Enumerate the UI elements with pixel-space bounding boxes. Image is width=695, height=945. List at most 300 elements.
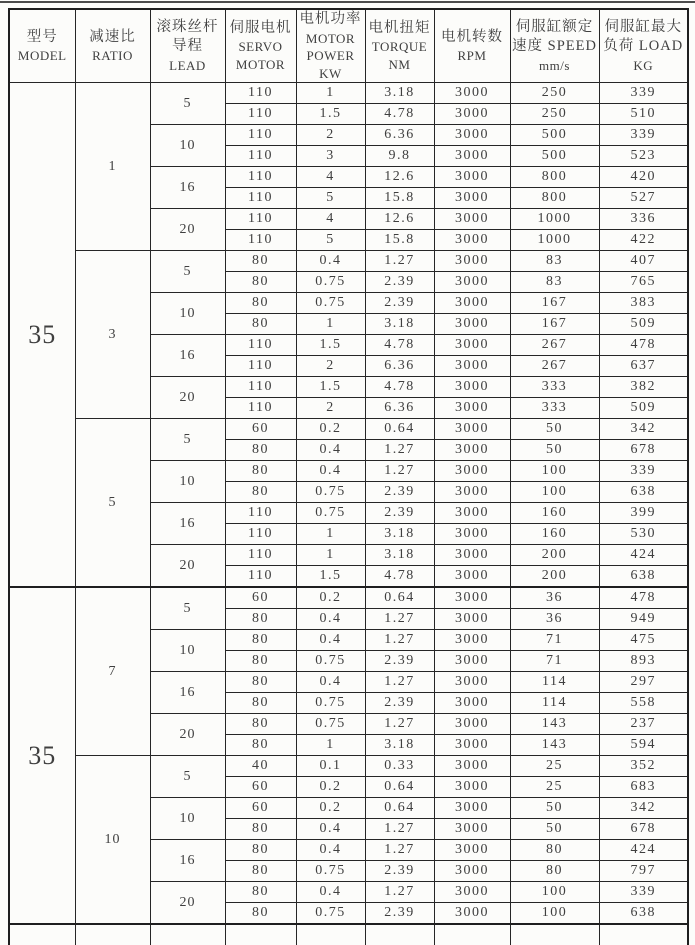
rpm-cell: 3000 (434, 104, 510, 125)
motor-power-cell: 0.4 (296, 440, 365, 461)
rpm-cell: 3000 (434, 293, 510, 314)
motor-power-cell: 0.4 (296, 882, 365, 903)
servo-motor-cell: 110 (225, 566, 296, 588)
motor-power-cell: 1.5 (296, 104, 365, 125)
speed-cell: 25 (510, 777, 599, 798)
header-ratio (75, 9, 150, 83)
lead-cell: 16 (150, 167, 225, 209)
torque-cell: 6.36 (365, 356, 434, 377)
table-row (9, 251, 688, 272)
rpm-cell: 3000 (434, 398, 510, 419)
lead-cell: 10 (150, 293, 225, 335)
motor-power-cell: 0.75 (296, 693, 365, 714)
servo-motor-cell: 110 (225, 230, 296, 251)
speed-cell: 50 (510, 798, 599, 819)
partial-cell (75, 924, 150, 945)
load-cell: 478 (599, 587, 688, 609)
servo-motor-cell: 60 (225, 777, 296, 798)
speed-cell: 333 (510, 377, 599, 398)
header-torque-en1: TORQUE (371, 39, 428, 55)
load-cell: 475 (599, 630, 688, 651)
partial-next-block-row (9, 924, 688, 945)
rpm-cell: 3000 (434, 503, 510, 524)
speed-cell: 143 (510, 714, 599, 735)
servo-motor-cell: 110 (225, 524, 296, 545)
motor-power-cell: 1.5 (296, 377, 365, 398)
motor-power-cell: 0.75 (296, 714, 365, 735)
speed-cell: 333 (510, 398, 599, 419)
load-cell: 420 (599, 167, 688, 188)
rpm-cell: 3000 (434, 693, 510, 714)
lead-cell: 10 (150, 461, 225, 503)
speed-cell: 143 (510, 735, 599, 756)
servo-motor-cell: 80 (225, 861, 296, 882)
servo-motor-cell: 110 (225, 209, 296, 230)
load-cell: 893 (599, 651, 688, 672)
torque-cell: 2.39 (365, 903, 434, 925)
header-servo-motor-en2: MOTOR (235, 56, 286, 72)
speed-cell: 36 (510, 609, 599, 630)
lead-cell: 20 (150, 209, 225, 251)
load-cell: 949 (599, 609, 688, 630)
torque-cell: 15.8 (365, 230, 434, 251)
motor-power-cell: 0.75 (296, 293, 365, 314)
servo-motor-cell: 80 (225, 840, 296, 861)
motor-power-cell: 0.75 (296, 861, 365, 882)
motor-power-cell: 0.75 (296, 272, 365, 293)
header-lead-zh1: 滚珠丝杆 (156, 18, 219, 35)
servo-motor-cell: 80 (225, 461, 296, 482)
servo-cylinder-spec-table (8, 8, 689, 945)
motor-power-cell: 0.75 (296, 482, 365, 503)
speed-cell: 267 (510, 356, 599, 377)
torque-cell: 3.18 (365, 524, 434, 545)
torque-cell: 9.8 (365, 146, 434, 167)
load-cell: 424 (599, 545, 688, 566)
servo-motor-cell: 80 (225, 440, 296, 461)
load-cell: 339 (599, 83, 688, 104)
load-cell: 683 (599, 777, 688, 798)
motor-power-cell: 0.4 (296, 630, 365, 651)
header-load-mixed: 负荷 LOAD (603, 38, 684, 55)
table-body (9, 83, 688, 945)
header-lead-zh2: 导程 (172, 38, 203, 55)
speed-cell: 50 (510, 819, 599, 840)
servo-motor-cell: 110 (225, 125, 296, 146)
speed-cell: 50 (510, 440, 599, 461)
load-cell: 509 (599, 314, 688, 335)
speed-cell: 100 (510, 882, 599, 903)
header-lead (150, 9, 225, 83)
torque-cell: 4.78 (365, 104, 434, 125)
torque-cell: 1.27 (365, 251, 434, 272)
motor-power-cell: 0.4 (296, 840, 365, 861)
model-cell: 35 (9, 83, 75, 588)
speed-cell: 71 (510, 651, 599, 672)
torque-cell: 2.39 (365, 272, 434, 293)
rpm-cell: 3000 (434, 651, 510, 672)
speed-cell: 1000 (510, 209, 599, 230)
torque-cell: 0.64 (365, 587, 434, 609)
servo-motor-cell: 110 (225, 398, 296, 419)
motor-power-cell: 0.4 (296, 251, 365, 272)
speed-cell: 500 (510, 125, 599, 146)
speed-cell: 80 (510, 861, 599, 882)
header-ratio-en: RATIO (92, 48, 133, 64)
load-cell: 339 (599, 882, 688, 903)
rpm-cell: 3000 (434, 83, 510, 104)
torque-cell: 0.64 (365, 798, 434, 819)
servo-motor-cell: 80 (225, 714, 296, 735)
rpm-cell: 3000 (434, 230, 510, 251)
motor-power-cell: 1.5 (296, 566, 365, 588)
ratio-cell: 3 (75, 251, 150, 419)
torque-cell: 4.78 (365, 377, 434, 398)
load-cell: 678 (599, 819, 688, 840)
load-cell: 383 (599, 293, 688, 314)
load-cell: 765 (599, 272, 688, 293)
lead-cell: 20 (150, 545, 225, 588)
speed-cell: 160 (510, 503, 599, 524)
partial-cell (150, 924, 225, 945)
speed-cell: 160 (510, 524, 599, 545)
rpm-cell: 3000 (434, 356, 510, 377)
rpm-cell: 3000 (434, 377, 510, 398)
header-load-unit: KG (633, 57, 654, 73)
load-cell: 638 (599, 566, 688, 588)
servo-motor-cell: 80 (225, 819, 296, 840)
header-torque (365, 9, 434, 83)
torque-cell: 6.36 (365, 125, 434, 146)
load-cell: 382 (599, 377, 688, 398)
speed-cell: 100 (510, 461, 599, 482)
load-cell: 527 (599, 188, 688, 209)
servo-motor-cell: 110 (225, 188, 296, 209)
motor-power-cell: 0.4 (296, 672, 365, 693)
lead-cell: 5 (150, 83, 225, 125)
header-servo-motor-en1: SERVO (238, 39, 283, 55)
servo-motor-cell: 80 (225, 609, 296, 630)
torque-cell: 1.27 (365, 440, 434, 461)
load-cell: 509 (599, 398, 688, 419)
lead-cell: 5 (150, 251, 225, 293)
rpm-cell: 3000 (434, 609, 510, 630)
torque-cell: 2.39 (365, 651, 434, 672)
servo-motor-cell: 60 (225, 798, 296, 819)
torque-cell: 3.18 (365, 83, 434, 104)
load-cell: 342 (599, 419, 688, 440)
motor-power-cell: 1 (296, 83, 365, 104)
servo-motor-cell: 110 (225, 146, 296, 167)
torque-cell: 4.78 (365, 566, 434, 588)
motor-power-cell: 0.75 (296, 503, 365, 524)
lead-cell: 5 (150, 587, 225, 630)
torque-cell: 3.18 (365, 735, 434, 756)
load-cell: 523 (599, 146, 688, 167)
ratio-cell: 10 (75, 756, 150, 925)
lead-cell: 20 (150, 714, 225, 756)
servo-motor-cell: 80 (225, 314, 296, 335)
motor-power-cell: 1 (296, 545, 365, 566)
speed-cell: 36 (510, 587, 599, 609)
lead-cell: 20 (150, 377, 225, 419)
rpm-cell: 3000 (434, 482, 510, 503)
torque-cell: 1.27 (365, 819, 434, 840)
lead-cell: 16 (150, 672, 225, 714)
partial-cell (434, 924, 510, 945)
header-model-en: MODEL (17, 48, 67, 64)
speed-cell: 167 (510, 293, 599, 314)
motor-power-cell: 2 (296, 398, 365, 419)
motor-power-cell: 0.4 (296, 819, 365, 840)
torque-cell: 1.27 (365, 840, 434, 861)
header-load-zh: 伺服缸最大 (604, 18, 682, 35)
load-cell: 637 (599, 356, 688, 377)
rpm-cell: 3000 (434, 545, 510, 566)
rpm-cell: 3000 (434, 524, 510, 545)
servo-motor-cell: 80 (225, 693, 296, 714)
speed-cell: 100 (510, 903, 599, 925)
speed-cell: 500 (510, 146, 599, 167)
servo-motor-cell: 110 (225, 377, 296, 398)
load-cell: 478 (599, 335, 688, 356)
speed-cell: 114 (510, 693, 599, 714)
torque-cell: 0.64 (365, 419, 434, 440)
header-motor-power (296, 9, 365, 83)
speed-cell: 250 (510, 83, 599, 104)
rpm-cell: 3000 (434, 209, 510, 230)
load-cell: 422 (599, 230, 688, 251)
table-row (9, 587, 688, 609)
load-cell: 558 (599, 693, 688, 714)
rpm-cell: 3000 (434, 125, 510, 146)
servo-motor-cell: 110 (225, 83, 296, 104)
partial-cell (225, 924, 296, 945)
rpm-cell: 3000 (434, 756, 510, 777)
speed-cell: 50 (510, 419, 599, 440)
motor-power-cell: 1 (296, 524, 365, 545)
rpm-cell: 3000 (434, 314, 510, 335)
motor-power-cell: 5 (296, 230, 365, 251)
rpm-cell: 3000 (434, 566, 510, 588)
motor-power-cell: 1 (296, 314, 365, 335)
load-cell: 237 (599, 714, 688, 735)
rpm-cell: 3000 (434, 251, 510, 272)
load-cell: 678 (599, 440, 688, 461)
lead-cell: 5 (150, 756, 225, 798)
header-rpm-zh: 电机转数 (441, 28, 503, 45)
rpm-cell: 3000 (434, 167, 510, 188)
rpm-cell: 3000 (434, 882, 510, 903)
table-row (9, 756, 688, 777)
rpm-cell: 3000 (434, 714, 510, 735)
rpm-cell: 3000 (434, 819, 510, 840)
torque-cell: 6.36 (365, 398, 434, 419)
motor-power-cell: 1.5 (296, 335, 365, 356)
motor-power-cell: 0.75 (296, 903, 365, 925)
header-torque-zh: 电机扭矩 (368, 19, 431, 36)
load-cell: 510 (599, 104, 688, 125)
speed-cell: 800 (510, 167, 599, 188)
motor-power-cell: 4 (296, 167, 365, 188)
ratio-cell: 5 (75, 419, 150, 588)
partial-cell (9, 924, 75, 945)
torque-cell: 1.27 (365, 461, 434, 482)
rpm-cell: 3000 (434, 630, 510, 651)
rpm-cell: 3000 (434, 672, 510, 693)
servo-motor-cell: 110 (225, 167, 296, 188)
motor-power-cell: 0.2 (296, 777, 365, 798)
torque-cell: 0.64 (365, 777, 434, 798)
torque-cell: 1.27 (365, 609, 434, 630)
motor-power-cell: 4 (296, 209, 365, 230)
torque-cell: 0.33 (365, 756, 434, 777)
load-cell: 336 (599, 209, 688, 230)
lead-cell: 16 (150, 335, 225, 377)
lead-cell: 5 (150, 419, 225, 461)
rpm-cell: 3000 (434, 861, 510, 882)
torque-cell: 3.18 (365, 314, 434, 335)
rpm-cell: 3000 (434, 777, 510, 798)
table-header (9, 9, 688, 83)
motor-power-cell: 0.2 (296, 798, 365, 819)
servo-motor-cell: 60 (225, 587, 296, 609)
header-speed-unit: mm/s (539, 57, 570, 73)
torque-cell: 1.27 (365, 630, 434, 651)
page-edge-line (0, 1, 695, 3)
load-cell: 342 (599, 798, 688, 819)
load-cell: 407 (599, 251, 688, 272)
load-cell: 530 (599, 524, 688, 545)
servo-motor-cell: 110 (225, 104, 296, 125)
servo-motor-cell: 80 (225, 672, 296, 693)
servo-motor-cell: 80 (225, 882, 296, 903)
header-speed (510, 9, 599, 83)
lead-cell: 16 (150, 840, 225, 882)
header-lead-en: LEAD (169, 57, 206, 73)
motor-power-cell: 0.2 (296, 419, 365, 440)
motor-power-cell: 0.75 (296, 651, 365, 672)
servo-motor-cell: 110 (225, 356, 296, 377)
torque-cell: 1.27 (365, 714, 434, 735)
rpm-cell: 3000 (434, 903, 510, 925)
torque-cell: 1.27 (365, 882, 434, 903)
partial-cell (365, 924, 434, 945)
ratio-cell: 1 (75, 83, 150, 251)
rpm-cell: 3000 (434, 798, 510, 819)
ratio-cell: 7 (75, 587, 150, 756)
header-rpm-en: RPM (457, 48, 487, 64)
load-cell: 399 (599, 503, 688, 524)
lead-cell: 20 (150, 882, 225, 925)
servo-motor-cell: 60 (225, 419, 296, 440)
torque-cell: 2.39 (365, 503, 434, 524)
lead-cell: 10 (150, 125, 225, 167)
header-load (599, 9, 688, 83)
rpm-cell: 3000 (434, 440, 510, 461)
speed-cell: 267 (510, 335, 599, 356)
load-cell: 638 (599, 903, 688, 925)
rpm-cell: 3000 (434, 272, 510, 293)
motor-power-cell: 0.1 (296, 756, 365, 777)
load-cell: 339 (599, 461, 688, 482)
load-cell: 424 (599, 840, 688, 861)
header-servo-motor (225, 9, 296, 83)
motor-power-cell: 0.2 (296, 587, 365, 609)
header-motor-power-en1: MOTOR (305, 30, 356, 46)
servo-motor-cell: 110 (225, 545, 296, 566)
load-cell: 638 (599, 482, 688, 503)
speed-cell: 800 (510, 188, 599, 209)
rpm-cell: 3000 (434, 587, 510, 609)
table-row (9, 83, 688, 104)
speed-cell: 250 (510, 104, 599, 125)
lead-cell: 10 (150, 630, 225, 672)
partial-cell (510, 924, 599, 945)
partial-cell (599, 924, 688, 945)
header-motor-power-zh: 电机功率 (299, 11, 362, 27)
rpm-cell: 3000 (434, 335, 510, 356)
servo-motor-cell: 80 (225, 272, 296, 293)
speed-cell: 25 (510, 756, 599, 777)
load-cell: 297 (599, 672, 688, 693)
torque-cell: 15.8 (365, 188, 434, 209)
load-cell: 797 (599, 861, 688, 882)
rpm-cell: 3000 (434, 419, 510, 440)
header-model (9, 9, 75, 83)
speed-cell: 114 (510, 672, 599, 693)
model-cell: 35 (9, 587, 75, 924)
servo-motor-cell: 40 (225, 756, 296, 777)
servo-motor-cell: 80 (225, 651, 296, 672)
servo-motor-cell: 80 (225, 630, 296, 651)
rpm-cell: 3000 (434, 735, 510, 756)
load-cell: 339 (599, 125, 688, 146)
servo-motor-cell: 80 (225, 293, 296, 314)
torque-cell: 2.39 (365, 861, 434, 882)
torque-cell: 2.39 (365, 293, 434, 314)
torque-cell: 12.6 (365, 167, 434, 188)
header-motor-power-en2: POWER KW (306, 48, 355, 81)
rpm-cell: 3000 (434, 461, 510, 482)
speed-cell: 83 (510, 251, 599, 272)
header-ratio-zh: 减速比 (89, 28, 136, 45)
servo-motor-cell: 110 (225, 335, 296, 356)
torque-cell: 2.39 (365, 482, 434, 503)
header-model-zh: 型号 (26, 28, 58, 45)
servo-motor-cell: 80 (225, 482, 296, 503)
header-speed-mixed: 速度 SPEED (512, 38, 597, 55)
torque-cell: 12.6 (365, 209, 434, 230)
rpm-cell: 3000 (434, 840, 510, 861)
lead-cell: 10 (150, 798, 225, 840)
speed-cell: 200 (510, 566, 599, 588)
servo-motor-cell: 80 (225, 735, 296, 756)
header-rpm (434, 9, 510, 83)
servo-motor-cell: 80 (225, 251, 296, 272)
torque-cell: 3.18 (365, 545, 434, 566)
motor-power-cell: 0.4 (296, 609, 365, 630)
servo-motor-cell: 80 (225, 903, 296, 925)
speed-cell: 83 (510, 272, 599, 293)
header-speed-zh: 伺服缸额定 (515, 18, 594, 35)
motor-power-cell: 2 (296, 125, 365, 146)
speed-cell: 167 (510, 314, 599, 335)
rpm-cell: 3000 (434, 188, 510, 209)
motor-power-cell: 3 (296, 146, 365, 167)
motor-power-cell: 2 (296, 356, 365, 377)
speed-cell: 1000 (510, 230, 599, 251)
